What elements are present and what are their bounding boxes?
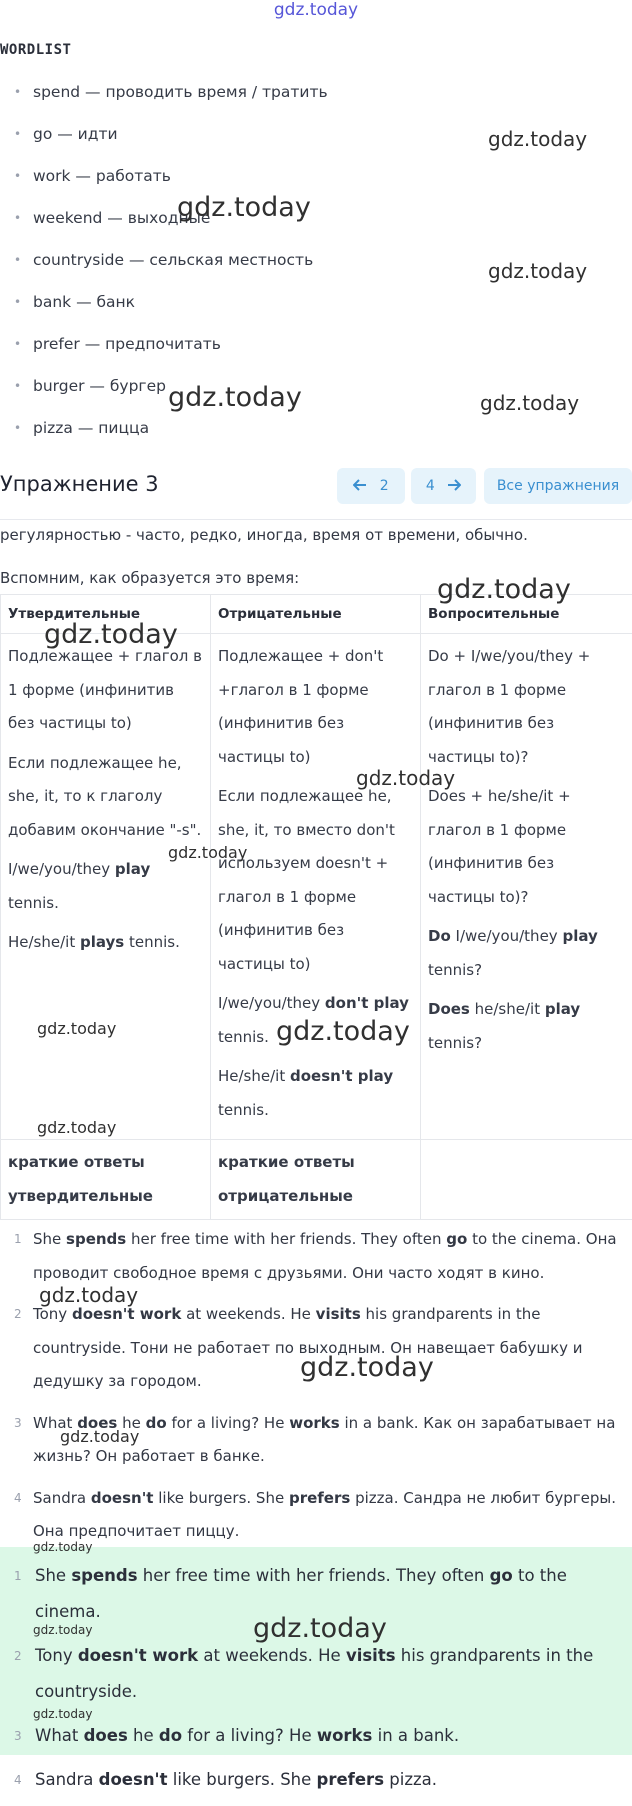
watermark: gdz.today xyxy=(60,1427,139,1446)
word-item: • weekend — выходные xyxy=(0,204,328,246)
word-item: • burger — бургер xyxy=(0,372,328,414)
watermark: gdz.today xyxy=(33,1707,92,1721)
sentence-item: 4 Sandra doesn't like burgers. She prefers pizza. Сандра не любит бургеры. Она предпочитает пиццу. xyxy=(0,1482,632,1549)
arrow-right-icon xyxy=(447,478,461,494)
word-item: • spend — проводить время / тратить xyxy=(0,78,328,120)
watermark: gdz.today xyxy=(37,1019,116,1038)
example-text: Does he/she/it play tennis? xyxy=(428,993,625,1060)
answer-item: 3 What does he do for a living? He works in a bank. xyxy=(0,1718,632,1754)
cell-affirmative xyxy=(1,634,211,1140)
intro-text-2: Вспомним, как образуется это время: xyxy=(0,569,299,587)
watermark: gdz.today xyxy=(276,1016,410,1047)
intro-text: регулярностью - часто, редко, иногда, время от времени, обычно. xyxy=(0,526,528,544)
watermark: gdz.today xyxy=(488,259,587,283)
exercise-title: Упражнение 3 xyxy=(0,472,159,496)
watermark: gdz.today xyxy=(253,1613,387,1644)
watermark: gdz.today xyxy=(300,1352,434,1383)
short-answers-affirmative: краткие ответы утвердительные xyxy=(1,1140,211,1220)
rule-text: Подлежащее + don't +глагол в 1 форме (инфинитив без частицы to) xyxy=(218,640,413,774)
rule-text: Если подлежащее he, she, it, то вместо don't используем doesn't + глагол в 1 форме (инфинитив без частицы to) xyxy=(218,780,413,981)
watermark: gdz.today xyxy=(44,619,178,650)
watermark: gdz.today xyxy=(356,766,455,790)
answer-item: 2 Tony doesn't work at weekends. He visits his grandparents in the countryside. xyxy=(0,1638,632,1710)
example-text: Do I/we/you/they play tennis? xyxy=(428,920,625,987)
watermark: gdz.today xyxy=(168,843,247,862)
rule-text: Do + I/we/you/they + глагол в 1 форме (инфинитив без частицы to)? xyxy=(428,640,625,774)
word-item: • work — работать xyxy=(0,162,328,204)
sentence-item: 1 She spends her free time with her friends. They often go to the cinema. Она проводит свободное время с друзьями. Они часто ходят в кино. xyxy=(0,1223,632,1290)
header-affirmative: Утвердительные xyxy=(1,595,211,634)
header-negative: Отрицательные xyxy=(211,595,421,634)
watermark: gdz.today xyxy=(480,391,579,415)
word-item: • pizza — пицца xyxy=(0,414,328,456)
word-item: • countryside — сельская местность xyxy=(0,246,328,288)
cell-question xyxy=(421,634,632,1140)
watermark: gdz.today xyxy=(37,1118,116,1137)
example-text: He/she/it plays tennis. xyxy=(8,926,203,960)
answer-item: 4 Sandra doesn't like burgers. She prefers pizza. xyxy=(0,1762,632,1798)
answer-item: 1 She spends her free time with her friends. They often go to the cinema. xyxy=(0,1558,632,1630)
watermark: gdz.today xyxy=(33,1540,92,1554)
divider xyxy=(0,519,632,520)
short-answers-negative: краткие ответы отрицательные xyxy=(211,1140,421,1220)
grammar-table xyxy=(0,594,632,1220)
word-item: • bank — банк xyxy=(0,288,328,330)
next-exercise-button[interactable] xyxy=(411,468,476,504)
example-text: I/we/you/they don't play tennis. xyxy=(218,987,413,1054)
word-item: • prefer — предпочитать xyxy=(0,330,328,372)
watermark: gdz.today xyxy=(437,574,571,605)
rule-text: Подлежащее + глагол в 1 форме (инфинитив без частицы to) xyxy=(8,640,203,741)
answer-list xyxy=(0,1558,632,1806)
watermark-top: gdz.today xyxy=(0,0,632,20)
watermark: gdz.today xyxy=(33,1623,92,1637)
exercise-header xyxy=(0,468,632,506)
wordlist-title: WORDLIST xyxy=(0,42,71,58)
sentence-list xyxy=(0,1223,632,1557)
watermark: gdz.today xyxy=(177,192,311,223)
watermark: gdz.today xyxy=(488,127,587,151)
header-question: Вопросительные xyxy=(421,595,632,634)
watermark: gdz.today xyxy=(39,1283,138,1307)
rule-text: Does + he/she/it + глагол в 1 форме (инфинитив без частицы to)? xyxy=(428,780,625,914)
example-text: He/she/it doesn't play tennis. xyxy=(218,1060,413,1127)
wordlist xyxy=(0,78,328,456)
cell-negative xyxy=(211,634,421,1140)
prev-exercise-label: 2 xyxy=(380,478,389,494)
watermark: gdz.today xyxy=(168,382,302,413)
rule-text: Если подлежащее he, she, it, то к глаголу добавим окончание "-s". xyxy=(8,747,203,848)
prev-exercise-button[interactable] xyxy=(337,468,405,504)
sentence-item: 2 Tony doesn't work at weekends. He visits his grandparents in the countryside. Тони не работает по выходным. Он навещает бабушку и дедушку за городом. xyxy=(0,1298,632,1399)
arrow-left-icon xyxy=(353,478,371,494)
all-exercises-button[interactable]: Все упражнения xyxy=(484,468,632,504)
next-exercise-label: 4 xyxy=(426,478,435,494)
example-text: I/we/you/they play tennis. xyxy=(8,853,203,920)
short-answers-empty xyxy=(421,1140,632,1220)
word-item: • go — идти xyxy=(0,120,328,162)
sentence-item: 3 What does he do for a living? He works in a bank. Как он зарабатывает на жизнь? Он работает в банке. xyxy=(0,1407,632,1474)
